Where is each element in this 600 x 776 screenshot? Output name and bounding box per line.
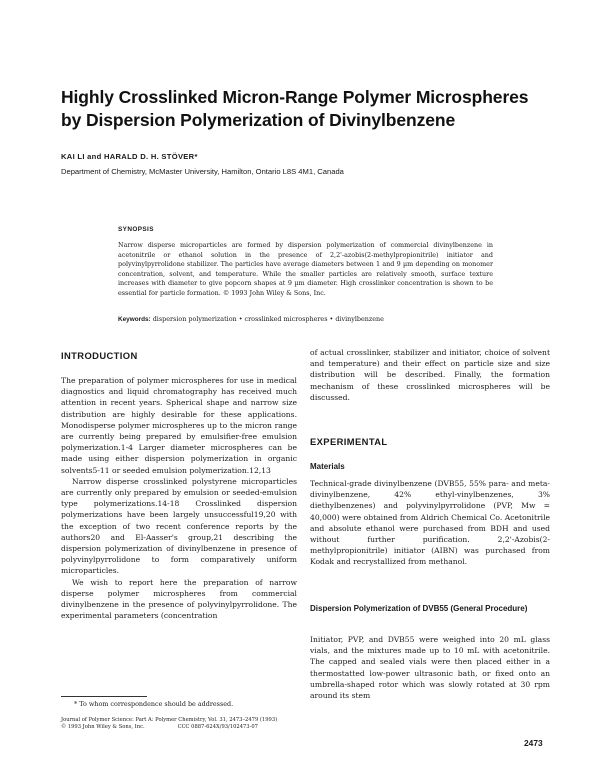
synopsis-heading: SYNOPSIS: [118, 226, 154, 233]
dispersion-text: Initiator, PVP, and DVB55 were weighed into 20 mL glass vials, and the mixtures made up to 10 mL with acetonitrile. The capped and sealed vials were then placed either in a thermostatted low-power ultrasonic bath, or fixed onto an umbrella-shaped rotor which was slowly rotated at 30 rpm around its stem: [310, 635, 550, 701]
keywords-label: Keywords:: [118, 316, 151, 323]
keywords-list: dispersion polymerization • crosslinked microspheres • divinylbenzene: [152, 315, 384, 323]
footnote: * To whom correspondence should be addressed.: [74, 700, 234, 708]
synopsis-text: Narrow disperse microparticles are formed by dispersion polymerization of commercial divinylbenzene in acetonitrile or ethanol solution in the presence of 2,2'-azobis(2-methylpropionitrile) initiator and polyvinylpyrrolidone stabilizer. The particles have average diameters between 1 and 9 µm depending on monomer concentration, solvent, and temperature. While the smaller particles are relatively smooth, surface texture increases with diameter to give popcorn shapes at 9 µm diameter. High crosslinker concentration is shown to be essential for particle formation. © 1993 John Wiley & Sons, Inc.: [118, 241, 493, 297]
title-line-1: Highly Crosslinked Micron-Range Polymer Microspheres: [61, 87, 529, 107]
page-number: 2473: [524, 738, 543, 748]
introduction-heading: INTRODUCTION: [61, 350, 138, 361]
intro-paragraph-2: Narrow disperse crosslinked polystyrene microparticles are currently only prepared by emulsion or seeded-emulsion type polymerizations.14-18 Crosslinked dispersion polymerizations have been largely unsuccessful19,20 with the exception of two recent conference reports by the authors20 and El-Aasser's group,21 describing the dispersion polymerization of divinylbenzene in presence of polyvinylpyrrolidone to form comparatively uniform microparticles.: [61, 476, 297, 576]
journal-line-2: © 1993 John Wiley & Sons, Inc. CCC 0887-624X/93/102473-07: [61, 724, 258, 731]
journal-line-1: Journal of Polymer Science: Part A: Polymer Chemistry, Vol. 31, 2473–2479 (1993): [61, 717, 278, 723]
title-line-2: by Dispersion Polymerization of Divinylbenzene: [61, 110, 456, 130]
authors: KAI LI and HARALD D. H. STÖVER*: [61, 152, 198, 161]
intro-paragraph-1: The preparation of polymer microspheres for use in medical diagnostics and liquid chromatography has received much attention in recent years. Spherical shape and narrow size distribution are highly desirable for these applications. Monodisperse polymer microspheres up to the micron range are currently being prepared by emulsifier-free emulsion polymerization.1-4 Larger diameter microspheres can be made using either dispersion polymerization in organic solvents5-11 or seeded emulsion polymerization.12,13: [61, 376, 297, 475]
dispersion-heading: Dispersion Polymerization of DVB55 (General Procedure): [310, 604, 528, 613]
affiliation: Department of Chemistry, McMaster University, Hamilton, Ontario L8S 4M1, Canada: [61, 167, 344, 176]
materials-heading: Materials: [310, 462, 345, 471]
footnote-rule: [61, 696, 147, 697]
intro-paragraph-3: We wish to report here the preparation of narrow disperse polymer microspheres from commercial divinylbenzene in the presence of polyvinylpyrrolidone. The experimental parameters (concentration: [61, 577, 297, 621]
experimental-heading: EXPERIMENTAL: [310, 436, 388, 447]
intro-continued: of actual crosslinker, stabilizer and initiator, choice of solvent and temperature) and their effect on particle size and size distribution will be described. Finally, the formation mechanism of these crosslinked microspheres will be discussed.: [310, 348, 550, 402]
materials-text: Technical-grade divinylbenzene (DVB55, 55% para- and meta-divinylbenzene, 42% ethyl-vinylbenzenes, 3% diethylbenzenes) and polyvinylpyrrolidone (PVP, Mw = 40,000) were obtained from Aldrich Chemical Co. Acetonitrile and absolute ethanol were purchased from BDH and used without further purification. 2,2'-Azobis(2-methylpropionitrile) initiator (AIBN) was purchased from Kodak and recrystallized from methanol.: [310, 479, 550, 567]
keywords: [118, 315, 493, 324]
journal-info: [61, 717, 299, 732]
left-column: [61, 375, 297, 621]
paper-title: [61, 86, 541, 132]
